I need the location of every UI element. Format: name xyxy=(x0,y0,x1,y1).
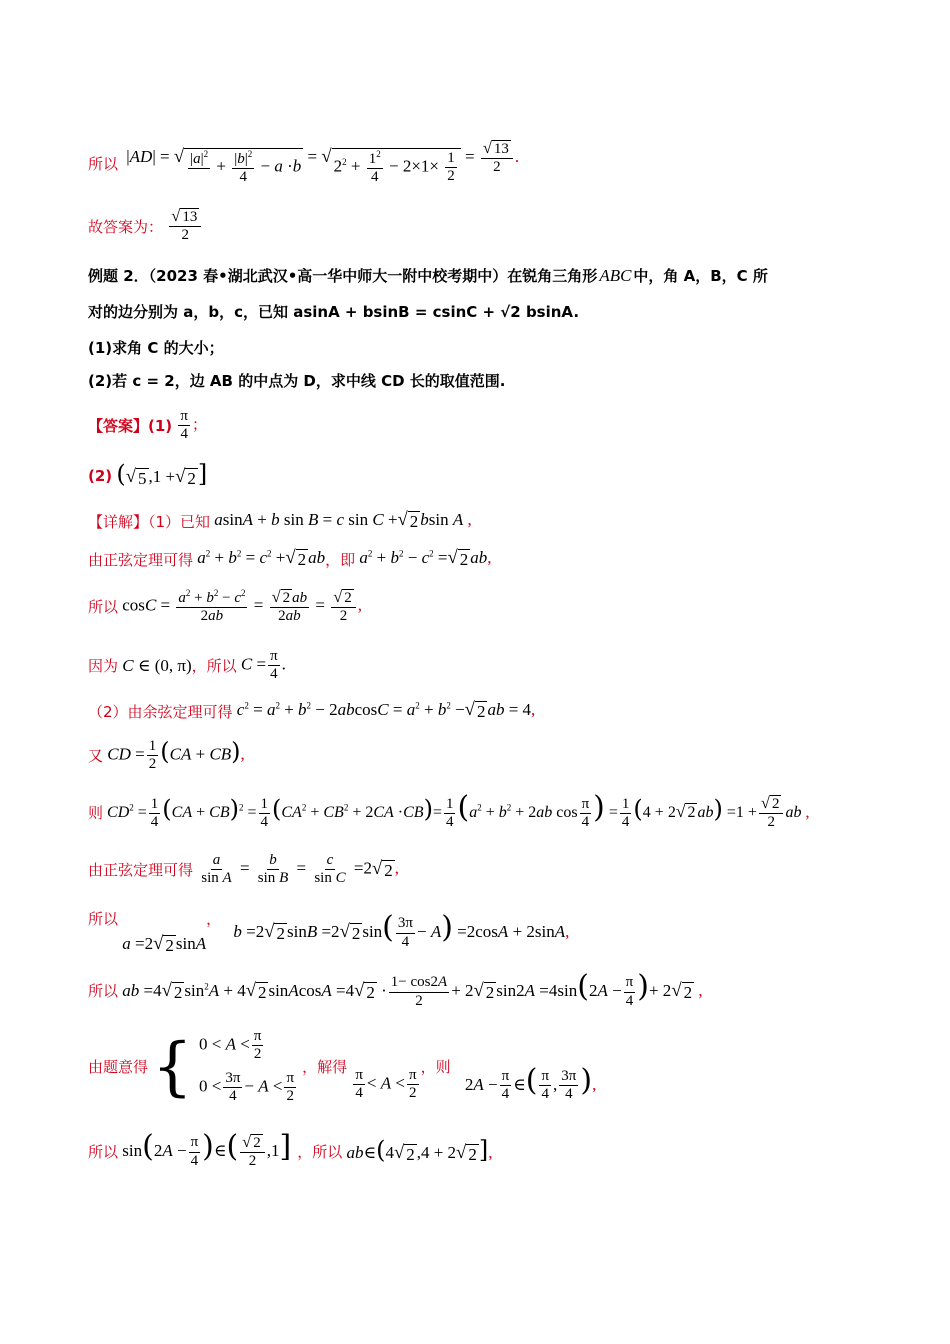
line-20-prefix: 所以 xyxy=(88,1142,119,1161)
line-16 xyxy=(88,852,399,888)
answer-1: $\frac{\pi}{4}$ ； xyxy=(180,408,207,443)
line-19-formula-2: 2A − $\frac{\pi}{4}$ ∈( $\frac{\pi}{4}$ , $\frac{3\pi}{4}$ ), xyxy=(460,1062,597,1103)
line-16-prefix: 由正弦定理可得 xyxy=(88,861,194,880)
line-12-formula-1: C ∈ (0, π) xyxy=(122,655,192,675)
line-6 xyxy=(88,370,505,391)
problem-condition: 对的边分别为 a，b，c，已知 asinA + bsinB = csinC + √2 bsinA. xyxy=(88,303,580,321)
line-12 xyxy=(88,648,286,684)
line-12-formula-2: C = $\frac{\pi}{4}$ . xyxy=(240,648,286,683)
line-14 xyxy=(88,738,245,774)
line-1 xyxy=(88,140,519,187)
line-17-formula-1: a =2 √ 2 sinA xyxy=(122,933,207,955)
line-11 xyxy=(88,588,362,626)
line-2 xyxy=(88,208,203,245)
line-8 xyxy=(88,462,207,489)
system-row-2: 0 < $\frac{3\pi}{4}$ − A < $\frac{\pi}{2}$ xyxy=(194,1069,295,1104)
line-13-prefix: （2）由余弦定理可得 xyxy=(88,702,233,721)
answer-2-label: (2) xyxy=(88,466,113,485)
answer-2: ( √ 5 ,1 + √ 2 ] xyxy=(116,460,208,488)
line-19-prefix: 由题意得 xyxy=(88,1058,149,1076)
line-20-formula-1: sin(2A − $\frac{\pi}{4}$ )∈( √ 2 2 ,1] xyxy=(118,1129,292,1170)
line-19 xyxy=(88,1028,596,1105)
line-15-formula: $CD^2$ = $\frac{1}{4}$ (CA + CB)$^2$ = $\frac{1}{4}$ $(CA^2 + CB^2 + 2CA \cdot CB)=$ $\frac{1}{4}$ ($a^2 + b^2 + 2ab$ cos $\frac{\pi}{4}$ ) = $\frac{1}{4}$ (4 + 2 √ 2 ab) =1 + √ 2 2 ab , xyxy=(107,790,810,831)
question-1: (1)求角 C 的大小； xyxy=(88,339,224,357)
line-16-formula: $\frac{a}{\text{sin A}}$ = $\frac{b}{\text{sin B}}$ = $\frac{c}{\text{sin C}}$ =2 √ 2 , xyxy=(201,852,399,887)
line-10-mid: ，即 xyxy=(325,550,356,569)
line-18-prefix: 所以 xyxy=(88,982,119,1001)
line-11-formula: cosC = $\frac{a^2 + b^2 - c^2}{2ab}$ = √ 2 ab 2ab = √ 2 2 , xyxy=(118,586,363,625)
line-13 xyxy=(88,700,535,722)
line-9 xyxy=(88,510,472,532)
line-10-formula-2: $a^2 + b^2 - c^2$ = √ 2 ab, xyxy=(359,547,492,569)
line-7 xyxy=(88,408,207,444)
line-12-mid: ，所以 xyxy=(191,657,237,676)
example-title-rest: 中，角 A，B，C 所 xyxy=(633,267,768,285)
line-14-prefix: 又 xyxy=(88,747,104,766)
line-13-formula: $c^2 = a^2 + b^2 - 2abcosC = a^2 + b^2$ − √ 2 ab = 4, xyxy=(236,699,536,721)
line-2-prefix: 故答案为： xyxy=(88,217,164,236)
line-19-system: { 0 < A < $\frac{\pi}{2}$ 0 < $\frac{3\pi}{4}$ − A < $\frac{\pi}{2}$ xyxy=(152,1028,298,1105)
line-20-mid: ，所以 xyxy=(297,1142,343,1161)
line-5 xyxy=(88,337,224,358)
line-4 xyxy=(88,301,579,322)
example-title: 例题 2．（2023 春•湖北武汉•高一华中师大一附中校考期中）在锐角三角形 xyxy=(88,267,598,285)
system-row-1: 0 < A < $\frac{\pi}{2}$ xyxy=(194,1028,262,1063)
line-1-prefix: 所以 xyxy=(88,154,119,173)
line-12-prefix: 因为 xyxy=(88,657,119,676)
line-20 xyxy=(88,1129,493,1170)
line-10-prefix: 由正弦定理可得 xyxy=(88,550,194,569)
line-14-formula: CD = $\frac{1}{2}$ (CA + CB), xyxy=(107,737,245,773)
line-3 xyxy=(88,265,768,286)
question-2: (2)若 c = 2，边 AB 的中点为 D，求中线 CD 长的取值范围. xyxy=(88,372,506,390)
line-10-formula-1: $a^2 + b^2 = c^2$ + √ 2 ab xyxy=(197,547,326,569)
line-18 xyxy=(88,969,703,1010)
line-17-formula-2: b =2 √ 2 sinB =2 √ 2 sin( $\frac{3\pi}{4}$ − A) =2cosA + 2sinA, xyxy=(233,910,570,950)
line-11-prefix: 所以 xyxy=(88,598,119,617)
line-19-mid-2: ，则 xyxy=(420,1058,451,1076)
line-20-formula-2: ab∈(4 √ 2 ,4 + 2 √ 2 ], xyxy=(346,1135,493,1164)
line-19-formula-1: $\frac{\pi}{4}$ < A < $\frac{\pi}{2}$ xyxy=(355,1066,417,1101)
line-10 xyxy=(88,548,491,570)
line-17 xyxy=(88,908,569,956)
line-17-prefix: 所以 xyxy=(88,910,119,928)
line-18-formula: ab =4 √ 2 $\sin^2A + 4$ √ 2 sinAcosA =4 √ 2 · $\frac{1- \cos 2A}{2}$ + 2 √ 2 sin2A =4sin(2A − $\frac{\pi}{4}$ )+ 2 √ 2 , xyxy=(122,969,703,1009)
line-19-mid-1: ，解得 xyxy=(302,1058,348,1076)
line-2-formula: √ 13 2 xyxy=(163,208,203,245)
triangle-name: ABC xyxy=(599,265,632,285)
answer-label: 【答案】(1) xyxy=(88,417,173,436)
detail-label: 【详解】（1）已知 xyxy=(88,512,211,531)
line-15 xyxy=(88,790,810,832)
line-1-formula: |AD| = √ $|a|^2$ + $\frac{|b|^2}{4}$ − a ·b = √ $2^2$ + $\frac{1^2}{4}$ − 2×1× $\frac{1}{2}$ = √ 13 2 . xyxy=(122,138,520,186)
detail-condition: asinA + b sin B = c sin C + √ 2 bsin A , xyxy=(214,509,472,531)
line-17-mid: ， xyxy=(206,910,222,928)
line-15-prefix: 则 xyxy=(88,803,104,822)
